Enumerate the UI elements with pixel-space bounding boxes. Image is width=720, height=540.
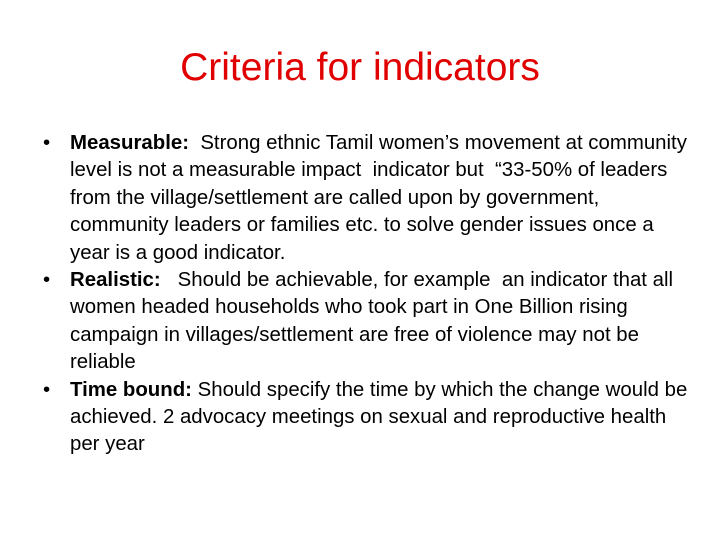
- bullet-realistic: [43, 267, 690, 377]
- bullet-text: Should be achievable, for example an indicator that all women headed households who took part in One Billion rising campaign in villages/settlement are free of violence may not be reliable: [70, 269, 679, 374]
- bullet-dot-icon: •: [43, 132, 51, 154]
- bullet-text: Should specify the time by which the change would be achieved. 2 advocacy meetings on sexual and reproductive health per year: [70, 378, 693, 456]
- bullet-list: [43, 130, 693, 459]
- bullet-term: Measurable:: [70, 132, 189, 154]
- bullet-time-bound: [43, 377, 693, 459]
- bullet-dot-icon: •: [43, 269, 51, 292]
- bullet-text: Strong ethnic Tamil women’s movement at community level is not a measurable impact indicator but “33-50% of leaders from the village/settlement are called upon by government, community leaders or families etc. to solve gender issues once a year is a good indicator.: [70, 132, 693, 264]
- bullet-term: Realistic:: [70, 269, 161, 292]
- bullet-term: Time bound:: [70, 378, 192, 401]
- slide-title: Criteria for indicators: [180, 46, 540, 89]
- bullet-measurable: [43, 130, 693, 267]
- bullet-dot-icon: •: [43, 378, 51, 401]
